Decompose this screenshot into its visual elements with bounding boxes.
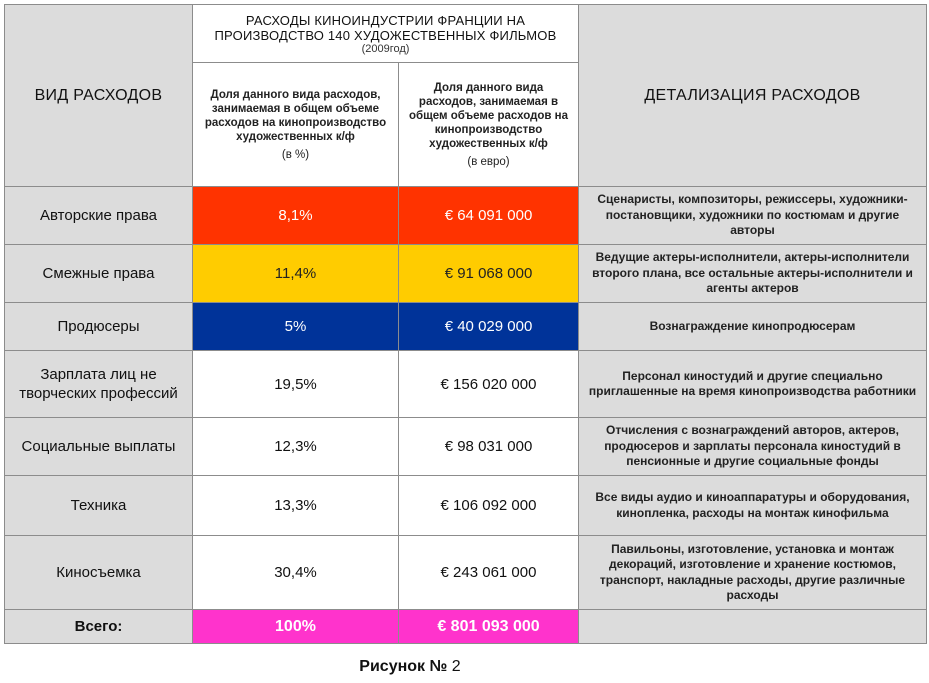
row-name: Техника — [5, 476, 193, 536]
table-title: РАСХОДЫ КИНОИНДУСТРИИ ФРАНЦИИ НА ПРОИЗВОДСТВО 140 ХУДОЖЕСТВЕННЫХ ФИЛЬМОВ — [214, 12, 557, 43]
row-name: Зарплата лиц не творческих профессий — [5, 351, 193, 418]
row-detail: Сценаристы, композиторы, режиссеры, художники-постановщики, художники по костюмам и другие авторы — [579, 187, 927, 245]
row-share: 8,1% — [193, 187, 399, 245]
row-share: 11,4% — [193, 245, 399, 303]
total-detail-empty — [579, 610, 927, 644]
row-amount: € 64 091 000 — [399, 187, 579, 245]
row-share: 5% — [193, 303, 399, 351]
row-amount: € 156 020 000 — [399, 351, 579, 418]
row-share: 12,3% — [193, 418, 399, 476]
header-kind: ВИД РАСХОДОВ — [5, 5, 193, 187]
row-amount: € 106 092 000 — [399, 476, 579, 536]
caption-label: Рисунок № — [359, 658, 448, 675]
caption-number: 2 — [451, 658, 461, 675]
table-row — [5, 187, 927, 245]
header-euro-text: Доля данного вида расходов, занимаемая в общем объеме расходов на кинопроизводство художественных к/ф — [408, 81, 569, 150]
expenses-table — [4, 4, 927, 644]
total-row — [5, 610, 927, 644]
total-name: Всего: — [5, 610, 193, 644]
figure-caption — [0, 658, 820, 676]
row-amount: € 243 061 000 — [399, 536, 579, 610]
row-name: Продюсеры — [5, 303, 193, 351]
row-amount: € 98 031 000 — [399, 418, 579, 476]
total-share: 100% — [193, 610, 399, 644]
row-detail: Персонал киностудий и другие специально приглашенные на время кинопроизводства работники — [579, 351, 927, 418]
row-name: Авторские права — [5, 187, 193, 245]
header-euro-unit: (в евро) — [467, 155, 510, 168]
header-share-text: Доля данного вида расходов, занимаемая в общем объеме расходов на кинопроизводство художественных к/ф — [204, 88, 387, 143]
table-row — [5, 476, 927, 536]
row-name: Социальные выплаты — [5, 418, 193, 476]
header-euro — [399, 63, 579, 187]
row-detail: Вознаграждение кинопродюсерам — [579, 303, 927, 351]
row-amount: € 91 068 000 — [399, 245, 579, 303]
row-name: Смежные права — [5, 245, 193, 303]
row-name: Киносъемка — [5, 536, 193, 610]
header-title-cell — [193, 5, 579, 63]
row-detail: Павильоны, изготовление, установка и монтаж декораций, изготовление и хранение костюмов, транспорт, накладные расходы, другие различные расходы — [579, 536, 927, 610]
total-amount: € 801 093 000 — [399, 610, 579, 644]
row-detail: Все виды аудио и киноаппаратуры и оборудования, кинопленка, расходы на монтаж кинофильма — [579, 476, 927, 536]
table-row — [5, 245, 927, 303]
header-share-unit: (в %) — [281, 148, 310, 161]
row-detail: Ведущие актеры-исполнители, актеры-исполнители второго плана, все остальные актеры-исполнители и агенты актеров — [579, 245, 927, 303]
header-share — [193, 63, 399, 187]
table-row — [5, 303, 927, 351]
table-year: (2009год) — [361, 42, 410, 55]
row-share: 19,5% — [193, 351, 399, 418]
row-amount: € 40 029 000 — [399, 303, 579, 351]
row-detail: Отчисления с вознаграждений авторов, актеров, продюсеров и зарплаты персонала киностудий в пенсионные и другие социальные фонды — [579, 418, 927, 476]
row-share: 13,3% — [193, 476, 399, 536]
header-detail: ДЕТАЛИЗАЦИЯ РАСХОДОВ — [579, 5, 927, 187]
table-row — [5, 418, 927, 476]
table-row — [5, 536, 927, 610]
table-row — [5, 351, 927, 418]
row-share: 30,4% — [193, 536, 399, 610]
